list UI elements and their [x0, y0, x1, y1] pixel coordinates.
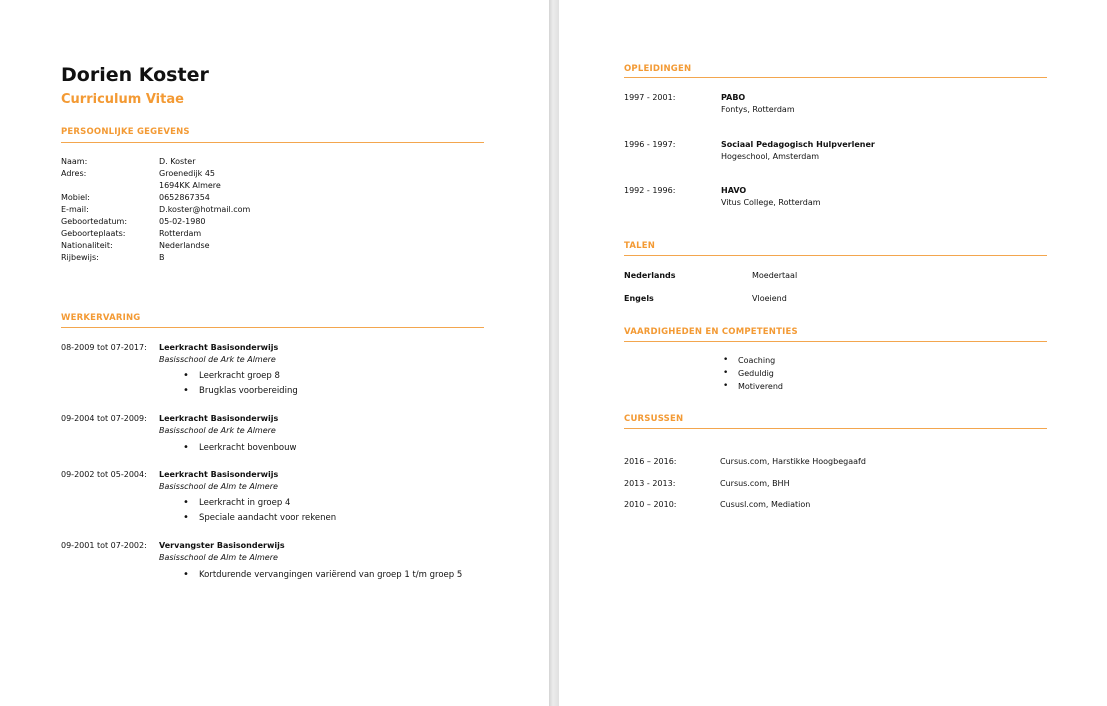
section-heading-courses: CURSUSSEN: [624, 414, 684, 424]
personal-value: D. Koster: [159, 157, 196, 166]
work-bullet: • Brugklas voorbereiding: [199, 386, 298, 396]
education-degree: HAVO: [721, 186, 747, 195]
section-heading-personal: PERSOONLIJKE GEGEVENS: [61, 127, 190, 137]
course-name: Cususl.com, Mediation: [720, 500, 811, 509]
course-name: Cursus.com, Harstikke Hoogbegaafd: [720, 457, 866, 466]
personal-value: 0652867354: [159, 193, 210, 202]
work-period: 09-2004 tot 07-2009:: [61, 414, 147, 423]
education-degree: PABO: [721, 93, 746, 102]
language-level: Vloeiend: [752, 294, 787, 303]
section-rule: [624, 255, 1047, 256]
section-heading-education: OPLEIDINGEN: [624, 64, 692, 74]
personal-value: B: [159, 253, 165, 262]
personal-label: Rijbewijs:: [61, 253, 99, 262]
education-degree: Sociaal Pedagogisch Hulpverlener: [721, 140, 875, 149]
work-bullet: • Kortdurende vervangingen variërend van groep 1 t/m groep 5: [199, 570, 462, 580]
section-rule: [624, 428, 1047, 429]
personal-value: Rotterdam: [159, 229, 202, 238]
work-title: Leerkracht Basisonderwijs: [159, 414, 279, 423]
work-period: 08-2009 tot 07-2017:: [61, 343, 147, 352]
personal-value: 05-02-1980: [159, 217, 206, 226]
work-title: Vervangster Basisonderwijs: [159, 541, 285, 550]
section-heading-skills: VAARDIGHEDEN EN COMPETENTIES: [624, 327, 798, 337]
personal-label: Adres:: [61, 169, 87, 178]
education-period: 1992 - 1996:: [624, 186, 676, 195]
course-period: 2016 – 2016:: [624, 457, 677, 466]
work-period: 09-2001 tot 07-2002:: [61, 541, 147, 550]
personal-value: D.koster@hotmail.com: [159, 205, 251, 214]
course-period: 2010 – 2010:: [624, 500, 677, 509]
personal-label: Mobiel:: [61, 193, 90, 202]
work-bullet: • Leerkracht bovenbouw: [199, 443, 296, 453]
section-rule: [624, 341, 1047, 342]
work-org: Basisschool de Ark te Almere: [159, 355, 276, 364]
work-org: Basisschool de Alm te Almere: [159, 482, 278, 491]
education-school: Vitus College, Rotterdam: [721, 198, 821, 207]
skill-item: • Coaching: [738, 356, 775, 365]
personal-label: E-mail:: [61, 205, 89, 214]
section-rule: [61, 327, 484, 328]
cv-subtitle: Curriculum Vitae: [61, 92, 184, 107]
course-name: Cursus.com, BHH: [720, 479, 790, 488]
education-school: Hogeschool, Amsterdam: [721, 152, 820, 161]
language-name: Nederlands: [624, 271, 676, 280]
education-school: Fontys, Rotterdam: [721, 105, 795, 114]
section-rule: [624, 77, 1047, 78]
section-heading-languages: TALEN: [624, 241, 656, 251]
work-title: Leerkracht Basisonderwijs: [159, 470, 279, 479]
work-org: Basisschool de Alm te Almere: [159, 553, 278, 562]
skill-item: • Geduldig: [738, 369, 774, 378]
section-rule: [61, 142, 484, 143]
page-gutter: [549, 0, 559, 706]
course-period: 2013 - 2013:: [624, 479, 676, 488]
personal-label: Geboortedatum:: [61, 217, 128, 226]
cv-name: Dorien Koster: [61, 64, 209, 86]
personal-value: Nederlandse: [159, 241, 210, 250]
work-org: Basisschool de Ark te Almere: [159, 426, 276, 435]
personal-label: Nationaliteit:: [61, 241, 113, 250]
work-title: Leerkracht Basisonderwijs: [159, 343, 279, 352]
education-period: 1997 - 2001:: [624, 93, 676, 102]
personal-value: Groenedijk 45: [159, 169, 215, 178]
work-bullet: • Leerkracht in groep 4: [199, 498, 290, 508]
skill-item: • Motiverend: [738, 382, 783, 391]
language-level: Moedertaal: [752, 271, 798, 280]
work-period: 09-2002 tot 05-2004:: [61, 470, 147, 479]
personal-value: 1694KK Almere: [159, 181, 221, 190]
education-period: 1996 - 1997:: [624, 140, 676, 149]
work-bullet: • Speciale aandacht voor rekenen: [199, 513, 336, 523]
personal-label: Naam:: [61, 157, 88, 166]
section-heading-work: WERKERVARING: [61, 313, 141, 323]
page-left: [0, 0, 549, 706]
work-bullet: • Leerkracht groep 8: [199, 371, 280, 381]
page-right: [559, 0, 1107, 706]
personal-label: Geboorteplaats:: [61, 229, 126, 238]
language-name: Engels: [624, 294, 654, 303]
